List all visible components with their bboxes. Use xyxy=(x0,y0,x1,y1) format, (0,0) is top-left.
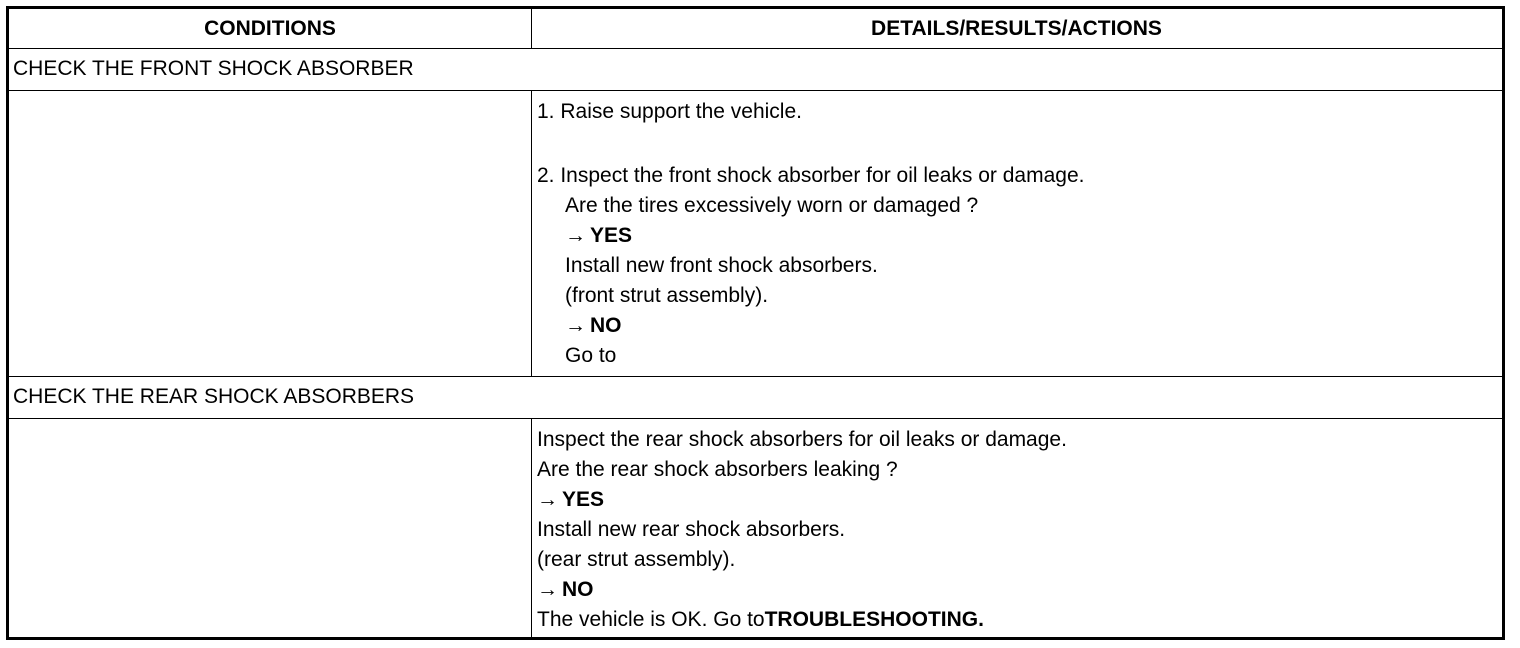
rear-step: Inspect the rear shock absorbers for oil leaks or damage. xyxy=(537,428,1067,451)
front-yes-action-1: Install new front shock absorbers. xyxy=(565,254,878,277)
rear-no-arrow-icon: → xyxy=(537,578,558,601)
rear-no-line xyxy=(537,578,594,602)
front-yes-action-2: (front strut assembly). xyxy=(565,284,769,307)
column-divider-header xyxy=(531,9,532,49)
section-front-details-cell xyxy=(532,91,1502,376)
front-step-2: 2. Inspect the front shock absorber for oil leaks or damage. xyxy=(537,164,1085,187)
rear-yes-arrow-icon: → xyxy=(537,488,558,511)
front-no-label: NO xyxy=(590,314,622,337)
section-front-body-row xyxy=(9,91,1502,376)
troubleshooting-link[interactable]: TROUBLESHOOTING. xyxy=(764,608,984,631)
rear-no-action-text: The vehicle is OK. Go to xyxy=(537,608,765,631)
front-question: Are the tires excessively worn or damaged ? xyxy=(565,194,979,217)
front-yes-line xyxy=(565,224,632,248)
section-front-conditions-cell xyxy=(9,91,531,376)
section-front-title: CHECK THE FRONT SHOCK ABSORBER xyxy=(13,57,414,80)
front-yes-arrow-icon: → xyxy=(565,224,586,247)
rear-question: Are the rear shock absorbers leaking ? xyxy=(537,458,898,481)
rear-yes-line xyxy=(537,488,604,512)
section-rear-conditions-cell xyxy=(9,419,531,637)
front-no-line xyxy=(565,314,622,338)
column-divider-rear xyxy=(531,419,532,637)
rear-yes-action-1: Install new rear shock absorbers. xyxy=(537,518,846,541)
rear-no-action-line xyxy=(537,608,984,632)
front-no-action: Go to xyxy=(565,344,617,367)
header-details: DETAILS/RESULTS/ACTIONS xyxy=(871,17,1162,40)
section-rear-body-row xyxy=(9,419,1502,637)
front-step-1: 1. Raise support the vehicle. xyxy=(537,100,802,123)
header-conditions: CONDITIONS xyxy=(204,17,336,40)
diagnostic-table xyxy=(6,6,1505,640)
section-rear-details-cell xyxy=(532,419,1502,637)
rear-yes-action-2: (rear strut assembly). xyxy=(537,548,736,571)
front-yes-label: YES xyxy=(590,224,633,247)
section-rear-title: CHECK THE REAR SHOCK ABSORBERS xyxy=(13,385,415,408)
header-conditions-cell xyxy=(9,9,531,48)
rear-yes-label: YES xyxy=(562,488,605,511)
rear-no-label: NO xyxy=(562,578,594,601)
section-front-title-row xyxy=(9,49,1502,90)
front-no-arrow-icon: → xyxy=(565,314,586,337)
table-header-row xyxy=(9,9,1502,48)
header-details-cell xyxy=(531,9,1502,48)
section-rear-title-row xyxy=(9,377,1502,418)
column-divider-front xyxy=(531,91,532,377)
